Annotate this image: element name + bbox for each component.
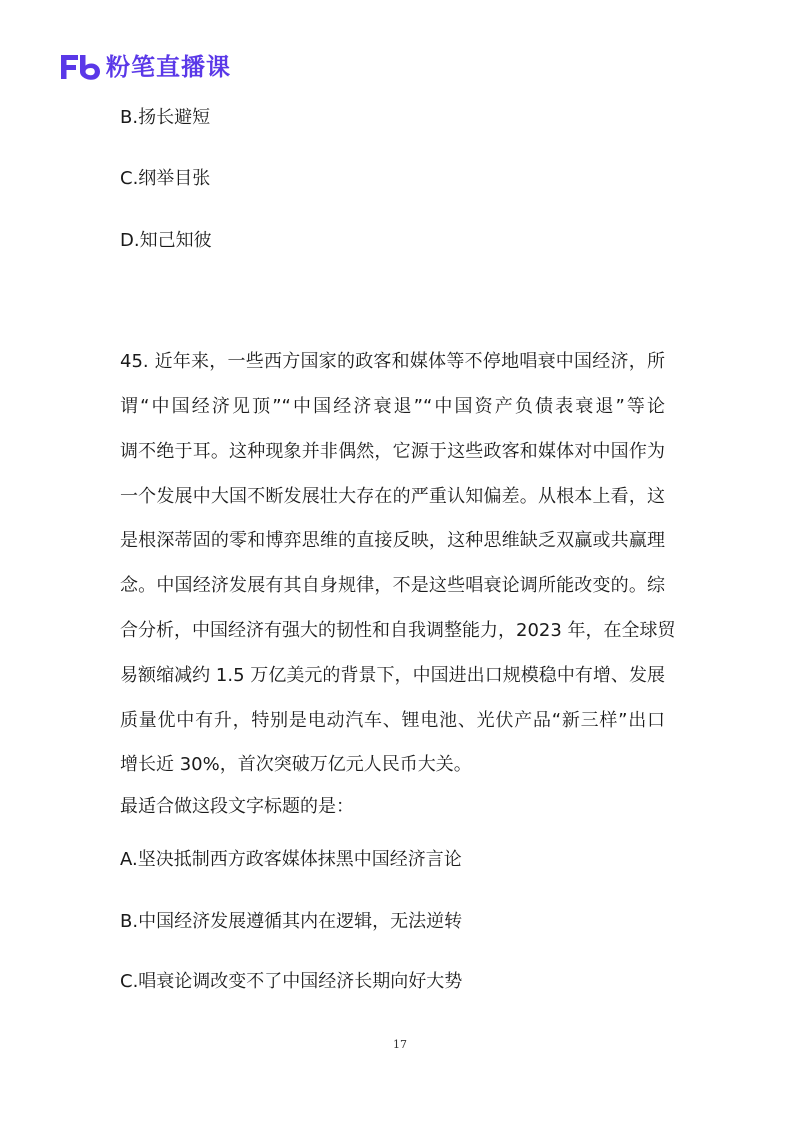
- question-line: 45. 近年来，一些西方国家的政客和媒体等不停地唱衰中国经济，所: [120, 351, 665, 372]
- question-line: 是根深蒂固的零和博弈思维的直接反映，这种思维缺乏双赢或共赢理: [120, 530, 665, 551]
- option-c: C.唱衰论调改变不了中国经济长期向好大势: [120, 971, 463, 992]
- question-line: 念。中国经济发展有其自身规律，不是这些唱衰论调所能改变的。综: [120, 575, 665, 596]
- question-line: 调不绝于耳。这种现象并非偶然，它源于这些政客和媒体对中国作为: [120, 441, 665, 462]
- prev-option-b: B.扬长避短: [120, 107, 211, 128]
- question-line: 质量优中有升，特别是电动汽车、锂电池、光伏产品“新三样”出口: [120, 710, 665, 731]
- question-prompt: 最适合做这段文字标题的是：: [120, 796, 354, 817]
- prev-option-c: C.纲举目张: [120, 168, 211, 189]
- page-number: 17: [393, 1038, 407, 1051]
- question-line: 易额缩减约 1.5 万亿美元的背景下，中国进出口规模稳中有增、发展: [120, 665, 665, 686]
- question-line: 合分析，中国经济有强大的韧性和自我调整能力，2023 年，在全球贸: [120, 620, 676, 641]
- prev-option-d: D.知己知彼: [120, 230, 212, 251]
- question-line: 谓“中国经济见顶”“中国经济衰退”“中国资产负债表衰退”等论: [120, 396, 665, 417]
- brand-logo-text: 粉笔直播课: [106, 53, 231, 81]
- question-line: 一个发展中大国不断发展壮大存在的严重认知偏差。从根本上看，这: [120, 486, 665, 507]
- fenbi-logo-icon: [58, 52, 102, 82]
- option-b: B.中国经济发展遵循其内在逻辑，无法逆转: [120, 911, 463, 932]
- question-line: 增长近 30%，首次突破万亿元人民币大关。: [120, 754, 472, 775]
- brand-header: [58, 50, 231, 84]
- option-a: A.坚决抵制西方政客媒体抹黑中国经济言论: [120, 849, 462, 870]
